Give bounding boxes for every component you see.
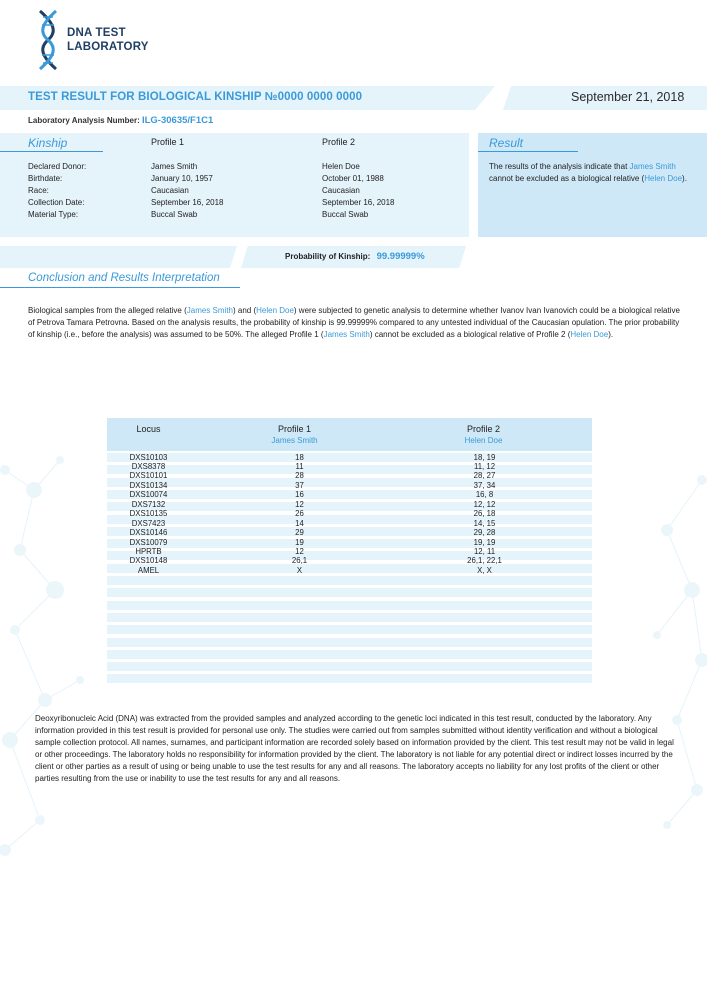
table-stripe [107, 601, 592, 610]
logo-line1: DNA TEST [67, 27, 126, 39]
cell-profile2: 12, 12 [473, 499, 496, 509]
table-stripe [107, 588, 592, 597]
kinship-row-label: Race: [28, 186, 49, 195]
cell-profile2: X, X [477, 565, 492, 575]
result-title: Result [489, 136, 524, 150]
conclusion-name1: James Smith [186, 306, 233, 315]
kinship-row-p1: Caucasian [151, 186, 189, 195]
conclusion-name3: James Smith [323, 330, 370, 339]
kinship-profile1-header: Profile 1 [151, 137, 185, 147]
cell-profile2: 11, 12 [473, 461, 496, 471]
cell-profile2: 14, 15 [473, 518, 496, 528]
kinship-row-p2: Caucasian [322, 186, 360, 195]
cell-profile1: 37 [295, 480, 304, 490]
cell-locus: DXS10135 [129, 509, 168, 519]
probability-value: 99.99999% [376, 251, 425, 262]
table-stripe [107, 650, 592, 659]
molecule-decoration-left [0, 440, 120, 870]
table-stripe [107, 613, 592, 622]
table-row [107, 490, 592, 499]
kinship-row-p1: Buccal Swab [151, 210, 198, 219]
table-stripe [107, 638, 592, 647]
cell-profile1: 29 [295, 528, 304, 538]
table-row [107, 462, 592, 471]
lab-analysis-number [28, 115, 213, 126]
kinship-row-label: Material Type: [28, 210, 79, 219]
table-stripe [107, 576, 592, 585]
table-row [107, 500, 592, 509]
conclusion-title: Conclusion and Results Interpretation [28, 272, 220, 284]
col-profile2-name: Helen Doe [464, 436, 503, 445]
lab-analysis-label: Laboratory Analysis Number: [28, 116, 140, 125]
table-stripe [107, 625, 592, 634]
cell-profile2: 29, 28 [473, 528, 496, 538]
cell-locus: DXS8378 [131, 461, 166, 471]
table-row [107, 547, 592, 556]
table-row [107, 556, 592, 565]
cell-locus: DXS10079 [129, 537, 168, 547]
cell-locus: DXS10148 [129, 556, 168, 566]
table-stripe [107, 662, 592, 671]
probability-label: Probability of Kinship: [285, 252, 371, 261]
cell-profile1: 26 [295, 509, 304, 519]
kinship-title-rule [0, 151, 103, 152]
cell-profile2: 12, 11 [473, 547, 496, 556]
cell-profile2: 28, 27 [473, 471, 496, 481]
cell-profile1: 26,1 [291, 556, 308, 566]
cell-profile2: 16, 8 [475, 490, 494, 500]
cell-profile1: 14 [295, 518, 304, 528]
cell-locus: DXS10134 [129, 480, 168, 490]
report-date: September 21, 2018 [571, 90, 685, 104]
kinship-row-p1: James Smith [151, 162, 198, 171]
col-profile2-header: Profile 2 [466, 424, 501, 434]
result-text-a: The results of the analysis indicate that [489, 162, 630, 171]
cell-profile1: X [296, 565, 303, 575]
conclusion-text-a: Biological samples from the alleged relative ( [28, 306, 187, 315]
kinship-row-p2: September 16, 2018 [322, 198, 395, 207]
cell-profile2: 37, 34 [473, 480, 496, 490]
table-stripe [107, 674, 592, 683]
cell-profile1: 11 [295, 461, 304, 471]
logo-line2: LABORATORY [67, 41, 149, 53]
result-text [489, 161, 689, 185]
logo-text [67, 26, 149, 54]
kinship-row-p1: January 10, 1957 [151, 174, 213, 183]
probability-of-kinship [285, 251, 425, 262]
result-name1: James Smith [629, 162, 676, 171]
table-row [107, 528, 592, 537]
col-profile1-header: Profile 1 [277, 424, 312, 434]
kinship-row-p2: Helen Doe [322, 162, 360, 171]
col-profile1-name: James Smith [271, 436, 318, 445]
table-row [107, 538, 592, 547]
cell-locus: DXS10101 [129, 471, 168, 481]
table-row [107, 566, 592, 575]
lab-analysis-value: ILG-30635/F1C1 [141, 115, 214, 126]
table-row [107, 509, 592, 518]
conclusion-text-e: ). [608, 330, 614, 339]
kinship-panel [0, 133, 469, 237]
table-row [107, 519, 592, 528]
dna-logo-icon [36, 9, 60, 71]
result-title-rule [478, 151, 578, 152]
cell-profile2: 26, 18 [473, 509, 496, 519]
conclusion-text-d: ) cannot be excluded as a biological relative of Profile 2 ( [369, 330, 571, 339]
table-row [107, 453, 592, 462]
cell-locus: DXS10074 [129, 490, 168, 500]
probability-band-left [0, 246, 237, 268]
cell-profile1: 16 [295, 490, 304, 500]
cell-profile1: 12 [295, 499, 304, 509]
result-name2: Helen Doe [644, 173, 683, 183]
cell-locus: DXS7132 [131, 499, 166, 509]
kinship-row-label: Collection Date: [28, 198, 85, 207]
kinship-title: Kinship [28, 136, 68, 150]
kinship-profile2-header: Profile 2 [322, 137, 356, 147]
conclusion-title-rule [0, 287, 240, 288]
cell-profile2: 19, 19 [473, 537, 496, 547]
cell-locus: DXS10103 [129, 452, 168, 462]
kinship-row-p1: September 16, 2018 [151, 198, 224, 207]
cell-locus: HPRTB [135, 547, 162, 556]
cell-profile1: 18 [295, 452, 304, 462]
cell-locus: DXS7423 [131, 518, 166, 528]
conclusion-text-c: ) were subjected to genetic analysis to determine whether Ivanov Ivan Ivanovich could be a biological relative of Petrova Tamara Petrovna. Based on the analysis results, the probability of kinship is 99.99999% compared to any untested individual of the Caucasian opulation. The prior probability of kinship (i.e., before the analysis) was assumed to be 50%. The alleged Profile 1 ( [28, 306, 680, 339]
result-text-b: cannot be excluded as a biological relative ( [489, 173, 645, 183]
conclusion-name4: Helen Doe [570, 330, 609, 339]
kinship-row-p2: October 01, 1988 [322, 174, 384, 183]
table-row [107, 471, 592, 480]
kinship-row-label: Declared Donor: [28, 162, 87, 171]
kinship-row-label: Birthdate: [28, 174, 63, 183]
result-text-c: ). [682, 173, 687, 183]
cell-profile2: 26,1, 22,1 [467, 556, 502, 566]
kinship-row-p2: Buccal Swab [322, 210, 369, 219]
cell-profile2: 18, 19 [473, 452, 496, 462]
cell-locus: DXS10146 [129, 528, 168, 538]
conclusion-name2: Helen Doe [256, 306, 294, 315]
conclusion-paragraph [28, 305, 683, 341]
locus-table-header [107, 418, 592, 451]
cell-profile1: 28 [295, 471, 304, 481]
cell-profile1: 12 [295, 547, 304, 556]
cell-profile1: 19 [295, 537, 304, 547]
disclaimer-paragraph: Deoxyribonucleic Acid (DNA) was extracted from the provided samples and analyzed according to the genetic loci indicated in this test result, conducted by the laboratory. Any information provided in this test result is provided for personal use only. The studies were carried out from samples submitted without identity verification and without a biological sample collection protocol. All names, surnames, and participant information are recorded solely based on information provided by the client. This test result may not be valid in legal or other proceedings. The laboratory holds no responsibility for information provided by the client. The laboratory is not liable for any potential direct or indirect losses incurred by the client or other parties as a result of using or being unable to use the test results for any and all reasons. The laboratory accepts no liability for any lost profits of the client or other parties resulting from the use or inability to use the test results for any and all reasons. [35, 714, 674, 783]
page-title: TEST RESULT FOR BIOLOGICAL KINSHIP №0000 0000 0000 [28, 91, 363, 103]
table-row [107, 481, 592, 490]
cell-locus: AMEL [137, 565, 160, 575]
conclusion-text-b: ) and ( [232, 306, 257, 315]
col-locus-header: Locus [136, 424, 161, 434]
